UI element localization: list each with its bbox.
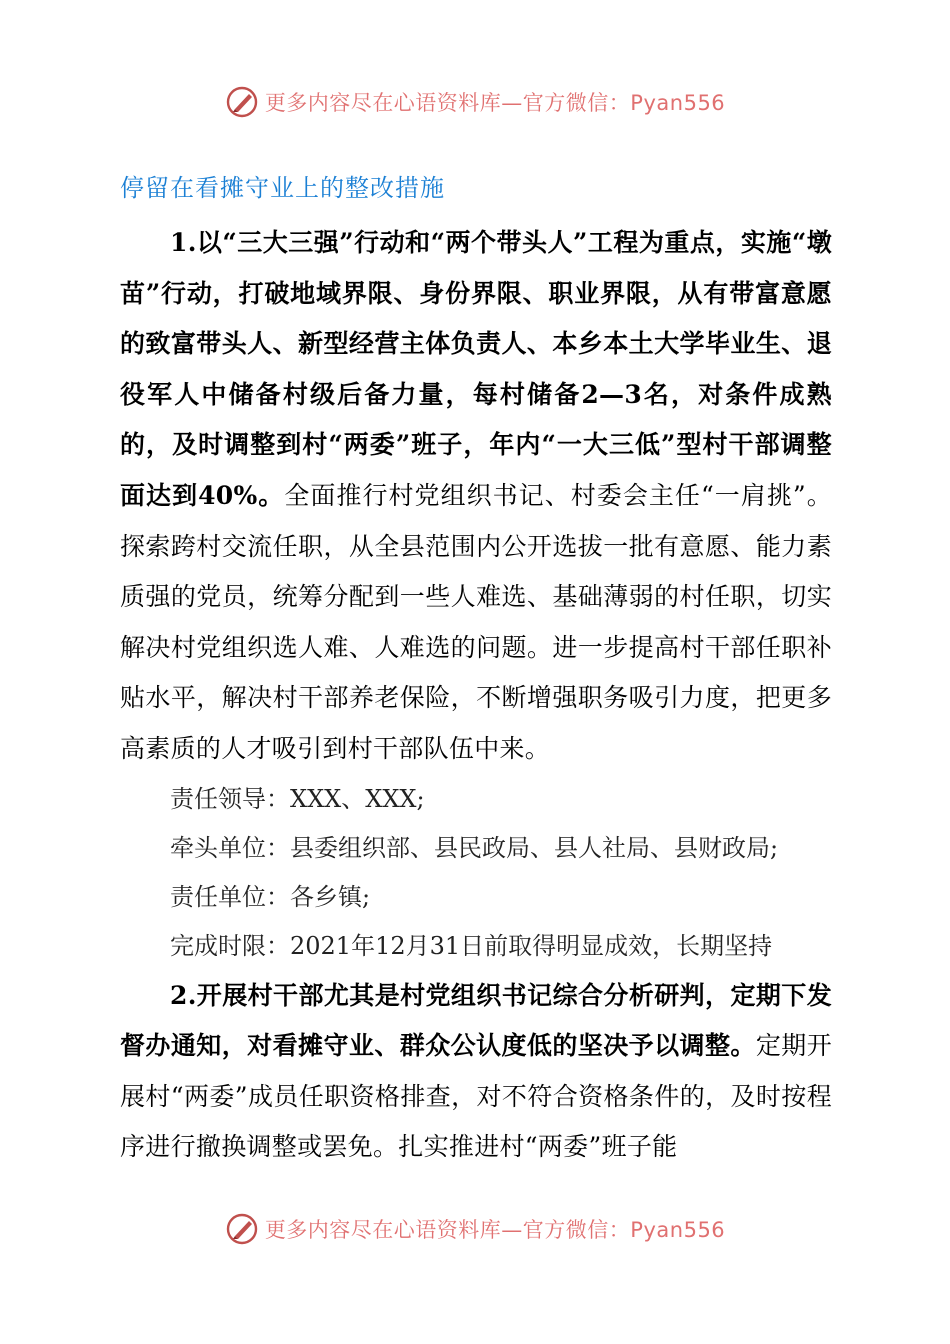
watermark-footer xyxy=(0,1209,950,1249)
watermark-text: 更多内容尽在心语资料库—官方微信：Pyan556 xyxy=(264,1218,726,1242)
lead-unit: 牵头单位：县委组织部、县民政局、县人社局、县财政局; xyxy=(170,833,779,862)
responsible-unit: 责任单位：各乡镇; xyxy=(170,882,371,911)
paragraph-2-text: 定期开展村“两委”成员任职资格排查，对不符合资格条件的，及时按程序进行撤换调整或罢免。扎实推进村“两委”班子能 xyxy=(120,1031,832,1162)
document-body xyxy=(120,218,832,1173)
paragraph-1-bold: 1.以“三大三强”行动和“两个带头人”工程为重点，实施“墩苗”行动，打破地域界限、身份界限、职业界限，从有带富意愿的致富带头人、新型经营主体负责人、本乡本土大学毕业生、退役军人中储备村级后备力量，每村储备2—3名，对条件成熟的，及时调整到村“两委”班子，年内“一大三低”型村干部调整面达到40%。 xyxy=(120,228,832,510)
watermark-text: 更多内容尽在心语资料库—官方微信：Pyan556 xyxy=(264,91,726,115)
paragraph-1-text: 全面推行村党组织书记、村委会主任“一肩挑”。探索跨村交流任职，从全县范围内公开选拔一批有意愿、能力素质强的党员，统筹分配到一些人难选、基础薄弱的村任职，切实解决村党组织选人难、人难选的问题。进一步提高村干部任职补贴水平，解决村干部养老保险，不断增强职务吸引力度，把更多高素质的人才吸引到村干部队伍中来。 xyxy=(120,480,832,763)
paragraph-2 xyxy=(120,971,832,1173)
watermark-header xyxy=(0,82,950,122)
deadline: 完成时限：2021年12月31日前取得明显成效，长期坚持 xyxy=(170,931,773,960)
responsible-leader: 责任领导：XXX、XXX; xyxy=(170,784,425,813)
pen-logo-icon xyxy=(225,85,259,119)
pen-logo-icon xyxy=(225,1212,259,1246)
paragraph-1 xyxy=(120,218,832,775)
section-heading: 停留在看摊守业上的整改措施 xyxy=(120,174,445,202)
paragraph-2-bold: 2.开展村干部尤其是村党组织书记综合分析研判，定期下发督办通知，对看摊守业、群众公认度低的坚决予以调整。 xyxy=(120,980,832,1061)
